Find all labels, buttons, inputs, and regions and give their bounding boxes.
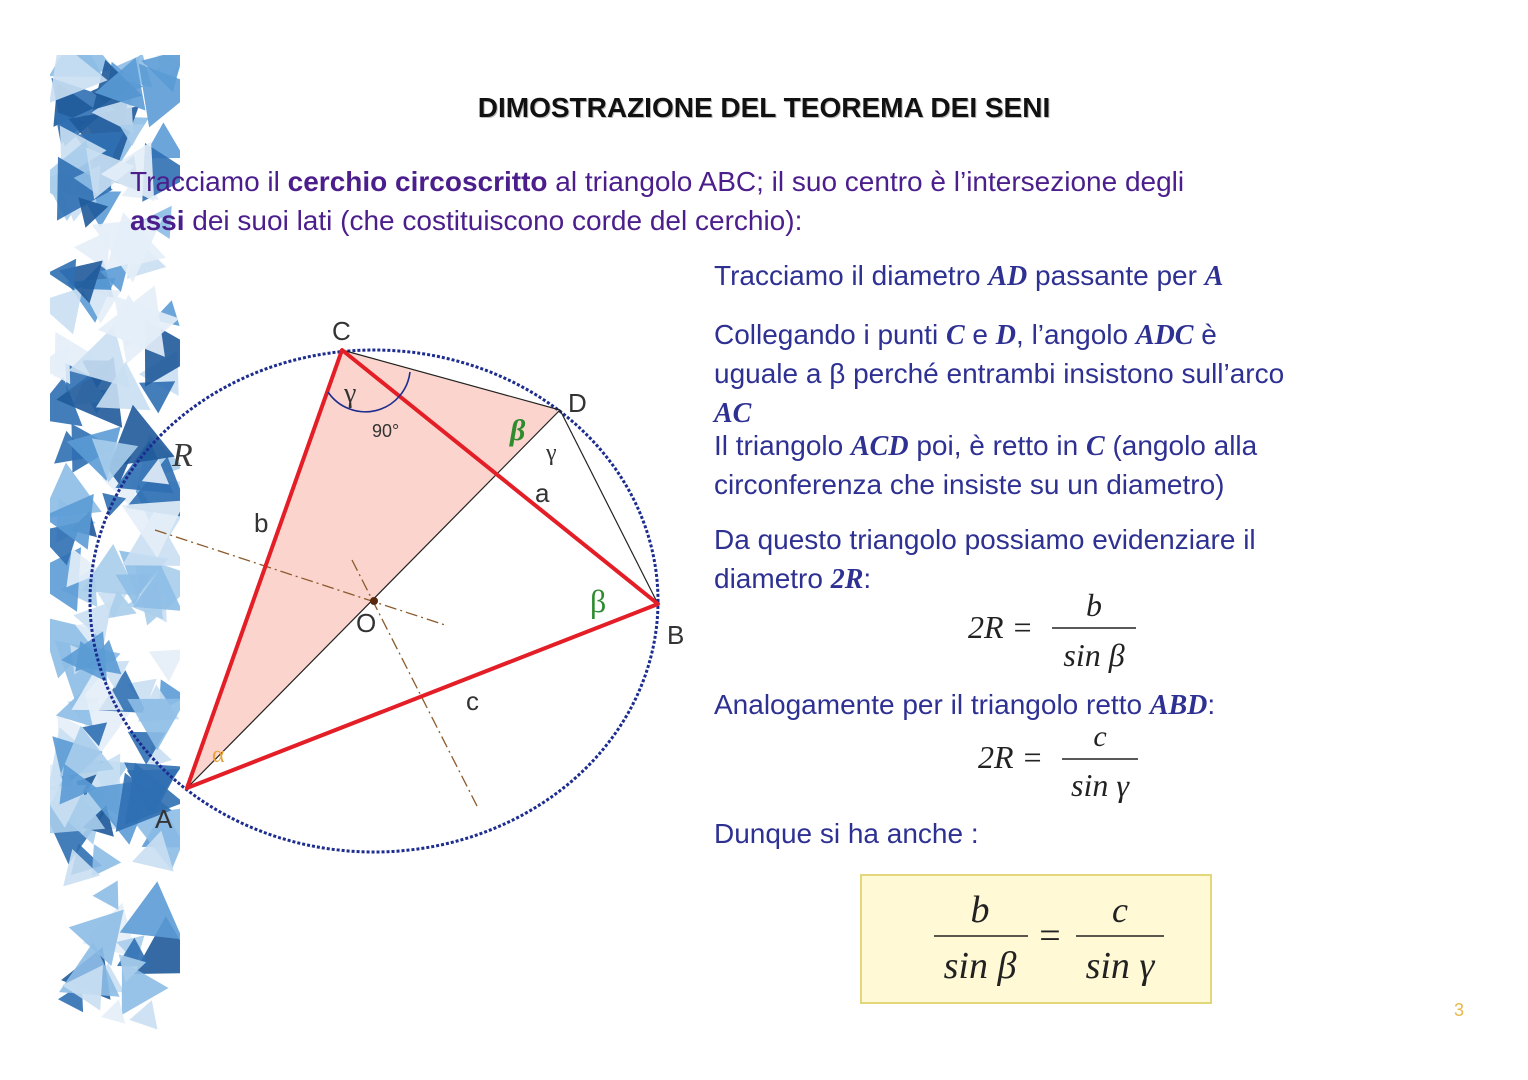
label-beta-b: β — [590, 583, 607, 619]
svg-text:b: b — [970, 889, 990, 931]
decorative-triangle — [101, 999, 125, 1023]
text-line-2: Collegando i punti C e D, l’angolo ADC è — [714, 319, 1217, 351]
label-beta-d: β — [510, 414, 526, 447]
svg-text:c: c — [1112, 890, 1128, 930]
decorative-triangle — [93, 881, 119, 910]
decorative-triangle — [120, 881, 180, 939]
svg-text:=: = — [1039, 915, 1061, 957]
intro-text: dei suoi lati (che costituiscono corde del cerchio): — [184, 205, 803, 236]
label-c-vertex: C — [332, 316, 351, 346]
text-line-1: Tracciamo il diametro AD passante per A — [714, 260, 1224, 292]
triangle-acd-fill — [187, 350, 560, 788]
label-center-o: O — [356, 608, 377, 638]
final-formula-box — [860, 874, 1212, 1004]
svg-text:sin β: sin β — [1063, 637, 1125, 673]
intro-text: al triangolo ABC; il suo centro è l’intersezione degli — [547, 166, 1185, 197]
text-line-10: Dunque si ha anche : — [714, 818, 979, 849]
svg-text:sin γ: sin γ — [1085, 945, 1155, 987]
svg-text:b: b — [1086, 587, 1102, 623]
label-alpha: α — [212, 742, 225, 768]
formula-2r-c — [950, 718, 1210, 808]
text-line-4: AC — [714, 398, 752, 429]
label-gamma-d: γ — [546, 440, 557, 466]
text-line-8: diametro 2R: — [714, 563, 872, 595]
text-line-3: uguale a β perché entrambi insistono sull’arco — [714, 358, 1285, 389]
svg-text:2R =: 2R = — [968, 609, 1034, 645]
triangle-abc — [187, 350, 658, 788]
text-line-7: Da questo triangolo possiamo evidenziare il — [714, 524, 1256, 555]
label-radius-r: R — [172, 437, 193, 474]
center-point — [370, 597, 378, 605]
label-side-c: c — [466, 686, 479, 716]
svg-text:2R =: 2R = — [978, 739, 1044, 775]
geometry-diagram — [0, 0, 700, 880]
page-title: DIMOSTRAZIONE DEL TEOREMA DEI SENI — [477, 92, 1051, 123]
intro-bold-axes: assi — [130, 205, 185, 236]
svg-text:c: c — [1093, 720, 1107, 753]
label-side-b: b — [254, 508, 269, 538]
segment-db — [560, 410, 658, 604]
text-line-5: Il triangolo ACD poi, è retto in C (angolo alla — [714, 430, 1258, 462]
label-gamma-c: γ — [344, 378, 357, 409]
text-line-9: Analogamente per il triangolo retto ABD: — [714, 689, 1216, 721]
formula-2r-b — [940, 580, 1200, 680]
label-side-a: a — [535, 478, 550, 508]
label-b-vertex: B — [667, 620, 685, 650]
intro-bold-circle: cerchio circoscritto — [287, 166, 548, 197]
final-formula — [862, 876, 1210, 1002]
text-line-6: circonferenza che insiste su un diametro) — [714, 469, 1225, 500]
page-number: 3 — [1454, 1000, 1465, 1020]
svg-text:sin β: sin β — [943, 945, 1017, 987]
label-d-vertex: D — [568, 388, 587, 418]
label-right-angle: 90° — [372, 421, 400, 441]
svg-text:sin γ: sin γ — [1071, 767, 1129, 803]
intro-text: Tracciamo il — [130, 166, 288, 197]
label-a-vertex: A — [155, 804, 173, 834]
